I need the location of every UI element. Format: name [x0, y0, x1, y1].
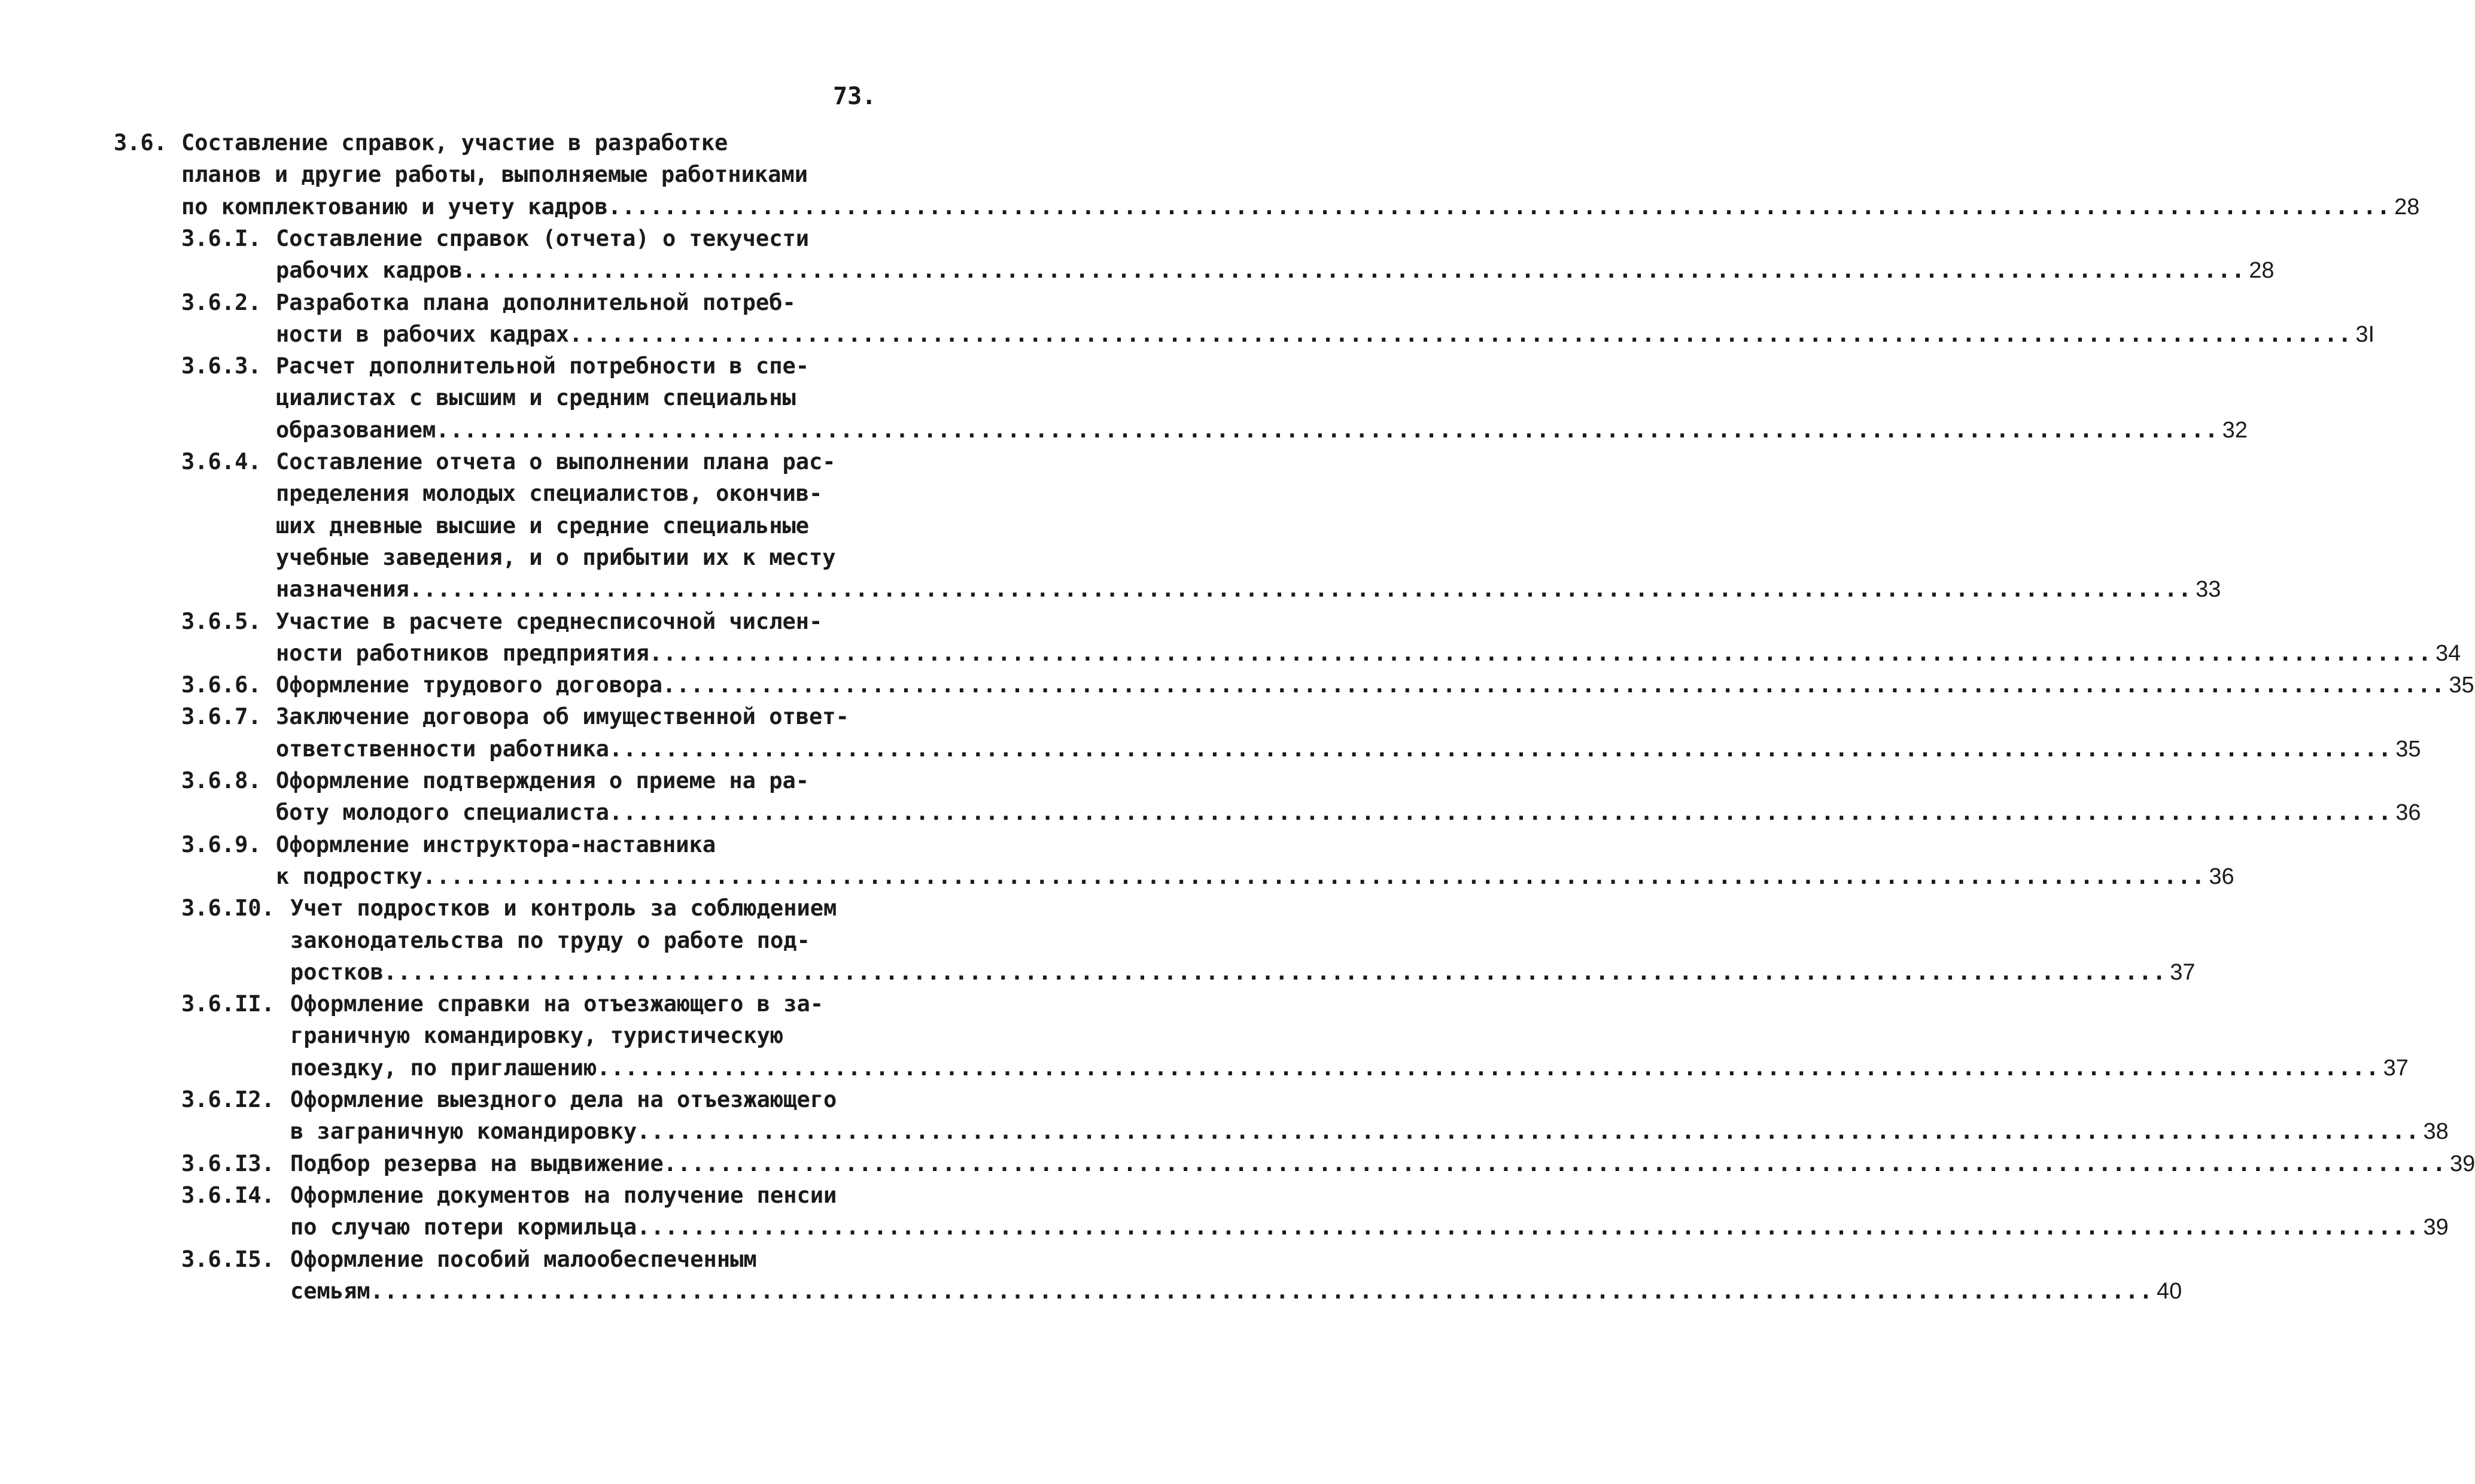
toc-line [181, 478, 919, 509]
toc-entry-number: 3.6.I4. [181, 1182, 275, 1208]
toc-entry-page: 34 [2436, 641, 2461, 666]
page-number: 73. [833, 83, 877, 110]
toc-line [181, 1052, 2409, 1084]
toc-entry-number: 3.6.I0. [181, 895, 275, 921]
toc-line [181, 1115, 2449, 1147]
toc-line [181, 1243, 919, 1275]
toc-entry-text: поездку, по приглашению [290, 1055, 597, 1081]
toc-line [181, 350, 919, 382]
toc-entry-text: ности работников предприятия [276, 640, 649, 666]
toc-entry-page: 32 [2222, 418, 2248, 443]
toc-entry-page: 40 [2156, 1279, 2182, 1304]
toc-entry-text: законодательства по труду о работе под- [290, 928, 810, 953]
toc-line [181, 860, 2234, 892]
toc-entry-number: 3.6.6. [181, 672, 262, 698]
toc-line [181, 510, 919, 542]
toc-entry-text: Оформление инструктора-наставника [276, 832, 716, 857]
toc-entry-number: 3.6.I2. [181, 1087, 275, 1112]
dot-leader: ................................................................................................................................ [436, 417, 2219, 443]
toc-entry-page: 35 [2449, 673, 2474, 698]
toc-line [181, 254, 2275, 286]
dot-leader: ................................................................................................................................ [662, 672, 2446, 698]
toc-line [181, 637, 2461, 669]
toc-entry-page: 37 [2383, 1056, 2409, 1081]
dot-leader: ................................................................................................................................ [597, 1055, 2380, 1081]
toc-entry-text: семьям [290, 1278, 370, 1304]
toc-entry-text: Участие в расчете среднесписочной числен- [276, 609, 823, 634]
toc-entry-number: 3.6.I3. [181, 1151, 275, 1176]
dot-leader: ................................................................................................................................ [409, 576, 2193, 602]
toc-line [181, 382, 919, 413]
toc-entry-text: Составление справок, участие в разработке [181, 130, 728, 156]
toc-entry-number: 3.6.8. [181, 768, 262, 793]
toc-entry-number: 3.6.3. [181, 353, 262, 379]
toc-entry-text: Заключение договора об имущественной ответ- [276, 704, 849, 729]
toc-entry-page: 28 [2394, 194, 2420, 220]
toc-line [181, 414, 2248, 446]
toc-entry-text: Оформление справки на отъезжающего в за- [290, 991, 824, 1017]
toc-entry-number: 3.6.7. [181, 704, 262, 729]
toc-line [181, 1084, 919, 1115]
toc-entry-text: к подростку [276, 863, 423, 889]
toc-line [114, 159, 919, 190]
toc-entry-text: ростков [290, 959, 384, 985]
toc-line [181, 223, 919, 254]
toc-entry-number: 3.6.4. [181, 449, 262, 475]
toc-entry-text: пределения молодых специалистов, окончив- [276, 481, 823, 506]
dot-leader: ................................................................................................................................ [609, 736, 2392, 762]
toc-entry-page: 38 [2423, 1119, 2449, 1144]
toc-line [181, 892, 919, 924]
toc-line [181, 701, 919, 732]
toc-line [181, 733, 2421, 765]
toc-entry-text: планов и другие работы, выполняемые работниками [181, 162, 808, 187]
toc-line [181, 829, 919, 860]
toc-entry-text: Оформление подтверждения о приеме на ра- [276, 768, 810, 793]
dot-leader: ................................................................................................................................ [649, 640, 2433, 666]
toc-entry-text: в заграничную командировку [290, 1118, 637, 1144]
toc-entry-page: 36 [2395, 800, 2421, 825]
dot-leader: ................................................................................................................................ [609, 799, 2392, 825]
toc-line [181, 573, 2221, 605]
toc-line [114, 191, 2420, 223]
toc-line [181, 446, 919, 478]
toc-entry-number: 3.6.II. [181, 991, 275, 1017]
toc-entry-text: Оформление пособий малообеспеченным [290, 1246, 757, 1272]
dot-leader: ................................................................................................................................ [462, 257, 2246, 283]
toc-line [181, 796, 2421, 828]
toc-entry-number: 3.6.I. [181, 226, 262, 251]
toc-line [181, 606, 919, 637]
toc-entry-page: 33 [2196, 577, 2221, 602]
toc-entry-text: граничную командировку, туристическую [290, 1023, 784, 1048]
toc-line [181, 318, 2375, 350]
toc-entry-number: 3.6. [114, 130, 168, 156]
dot-leader: ................................................................................................................................ [422, 863, 2206, 889]
toc-entry-page: 36 [2209, 864, 2234, 889]
toc-line [181, 956, 2196, 988]
toc-line [181, 765, 919, 796]
toc-entry-text: учебные заведения, и о прибытии их к месту [276, 545, 836, 570]
toc-entry-page: 37 [2170, 960, 2196, 985]
toc-line [181, 1148, 2475, 1179]
toc-entry-text: Оформление документов на получение пенсии [290, 1182, 837, 1208]
toc-entry-text: Составление справок (отчета) о текучести [276, 226, 810, 251]
dot-leader: ................................................................................................................................ [569, 321, 2352, 347]
toc-entry-number: 3.6.9. [181, 832, 262, 857]
toc-line [181, 925, 919, 956]
toc-line [181, 669, 2474, 701]
toc-line [181, 542, 919, 573]
dot-leader: ................................................................................................................................ [637, 1118, 2420, 1144]
toc-entry-text: Подбор резерва на выдвижение [290, 1151, 664, 1176]
toc-line [181, 1020, 919, 1051]
toc-entry-text: назначения [276, 576, 409, 602]
dot-leader: ................................................................................................................................ [637, 1214, 2420, 1240]
toc-entry-text: Разработка плана дополнительной потреб- [276, 290, 796, 315]
toc-line [181, 1211, 2449, 1243]
dot-leader: ................................................................................................................................ [607, 194, 2391, 220]
toc-entry-text: Составление отчета о выполнении плана рас- [276, 449, 836, 475]
toc-entry-number: 3.6.I5. [181, 1246, 275, 1272]
toc-entry-text: Расчет дополнительной потребности в спе- [276, 353, 810, 379]
toc-entry-text: Оформление выездного дела на отъезжающего [290, 1087, 837, 1112]
dot-leader: ................................................................................................................................ [370, 1278, 2153, 1304]
toc-entry-text: ответственности работника [276, 736, 609, 762]
toc-entry-page: 39 [2450, 1151, 2475, 1176]
toc-entry-text: по случаю потери кормильца [290, 1214, 637, 1240]
toc-entry-page: 3I [2355, 322, 2375, 347]
toc-entry-page: 39 [2423, 1215, 2449, 1240]
toc-entry-page: 28 [2249, 258, 2275, 283]
toc-line [181, 1275, 2182, 1307]
toc-entry-text: образованием [276, 417, 436, 443]
toc-entry-text: по комплектованию и учету кадров [181, 194, 608, 220]
toc-line [181, 287, 919, 318]
toc-entry-text: боту молодого специалиста [276, 799, 609, 825]
toc-entry-text: циалистах с высшим и средним специальны [276, 385, 796, 410]
dot-leader: ................................................................................................................................ [383, 959, 2167, 985]
toc-line [114, 127, 919, 159]
toc-entry-text: ших дневные высшие и средние специальные [276, 513, 810, 539]
toc-entry-page: 35 [2395, 737, 2421, 762]
dot-leader: ................................................................................................................................ [663, 1151, 2447, 1176]
toc-line [181, 1179, 919, 1211]
toc-entry-text: рабочих кадров [276, 257, 463, 283]
toc-entry-number: 3.6.5. [181, 609, 262, 634]
toc-line [181, 988, 919, 1020]
toc-entry-number: 3.6.2. [181, 290, 262, 315]
toc-entry-text: Оформление трудового договора [276, 672, 663, 698]
toc-entry-text: Учет подростков и контроль за соблюдением [290, 895, 837, 921]
toc-entry-text: ности в рабочих кадрах [276, 321, 570, 347]
